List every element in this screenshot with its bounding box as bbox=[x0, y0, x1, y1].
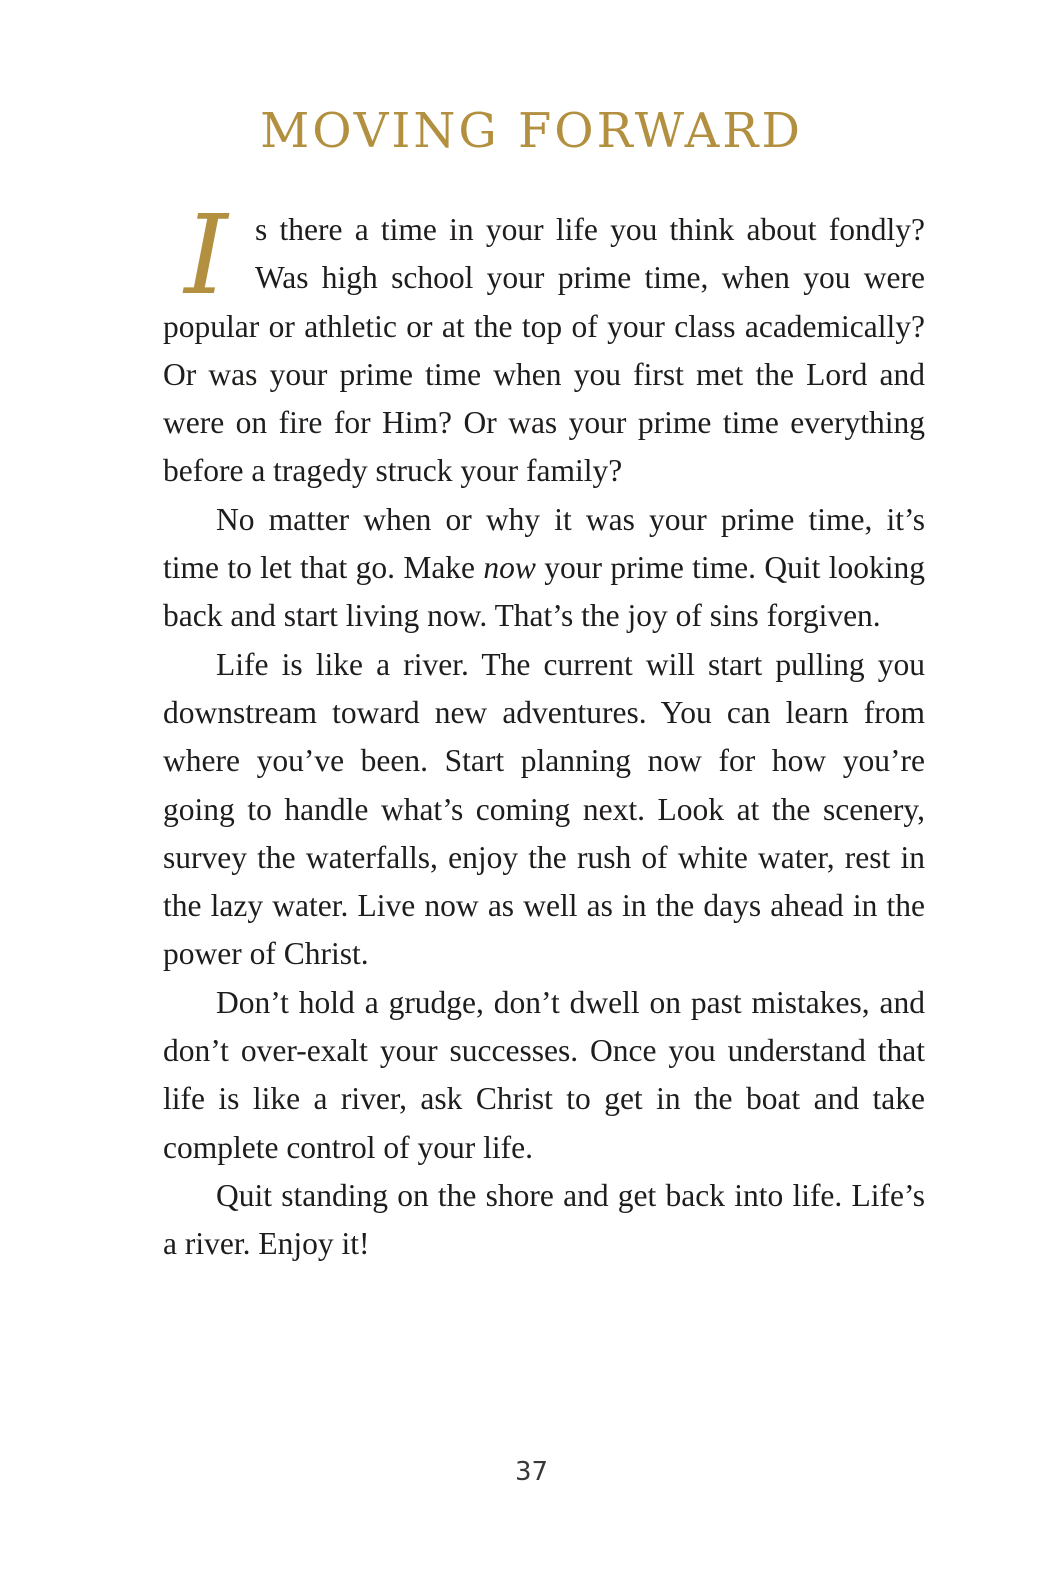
paragraph-2-text-before: No matter when or why it was your prime time, it’s time to let that go. Make bbox=[163, 501, 925, 586]
page-title: MOVING FORWARD bbox=[260, 103, 803, 159]
paragraph-1-text: s there a time in your life you think about fondly? Was high school your prime time, when you were popular or athletic or at the top of your class academically? Or was your prime time when you first met the Lord and were on fire for Him? Or was your prime time everything before a tragedy struck your family? bbox=[163, 212, 925, 489]
paragraph-2-emphasis: now bbox=[483, 550, 536, 586]
paragraph-2-text-after: your prime time. Quit looking back and start living now. That’s the joy of sins forgiven. bbox=[163, 550, 925, 634]
drop-cap: I bbox=[184, 191, 228, 319]
paragraph-3: Life is like a river. The current will start pulling you downstream toward new adventures. You can learn from where you’ve been. Start planning now for how you’re going to handle what’s coming next. Look at the scenery, survey the waterfalls, enjoy the rush of white water, rest in the lazy water. Live now as well as in the days ahead in the power of Christ. bbox=[163, 646, 925, 972]
paragraph-2 bbox=[163, 496, 925, 641]
paragraph-5: Quit standing on the shore and get back into life. Life’s a river. Enjoy it! bbox=[163, 1177, 925, 1262]
body-text bbox=[163, 191, 925, 1269]
paragraph-1 bbox=[163, 191, 925, 496]
paragraph-4: Don’t hold a grudge, don’t dwell on past mistakes, and don’t over-exalt your successes. Once you understand that life is like a river, ask Christ to get in the boat and take complete control of your life. bbox=[163, 984, 925, 1165]
page-number: 37 bbox=[514, 1457, 549, 1487]
